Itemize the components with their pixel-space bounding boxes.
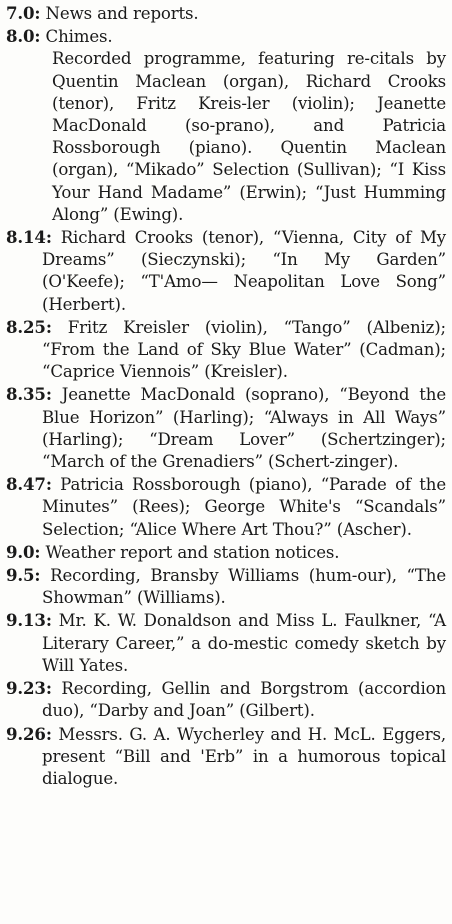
- entry-text: Weather report and station notices.: [45, 542, 340, 562]
- entry-text: Richard Crooks (tenor), “Vienna, City of My Dreams” (Sieczynski); “In My Garden” (O'Keefe); “T'Amo— Neapolitan Love Song” (Herbert).: [42, 228, 447, 314]
- programme-entry: [6, 564, 446, 609]
- entry-text: Jeanette MacDonald (soprano), “Beyond the Blue Horizon” (Harling); “Always in All Ways” (Harling); “Dream Lover” (Schertzinger); “March of the Grenadiers” (Schert-zinger).: [42, 385, 446, 472]
- programme-entry: [6, 677, 446, 722]
- entry-time: 9.13:: [6, 610, 52, 631]
- programme-entry: [6, 723, 446, 791]
- programme-entry: [6, 473, 446, 541]
- entry-time: 9.0:: [6, 541, 41, 562]
- programme-entry: [6, 383, 446, 473]
- programme-entry-description: [6, 48, 446, 226]
- entry-time: 9.26:: [6, 723, 52, 744]
- entry-text: News and reports.: [45, 4, 199, 23]
- programme-entry: [6, 25, 446, 48]
- entry-time: 8.25:: [6, 316, 52, 337]
- entry-text: Recorded programme, featuring re-citals by Quentin Maclean (organ), Richard Crooks (tenor), Fritz Kreis-ler (violin); Jeanette MacDonald (so-prano), and Patricia Rossborough (piano). Quentin Maclean (organ), “Mikado” Selection (Sullivan); “I Kiss Your Hand Madame” (Erwin); “Just Humming Along” (Ewing).: [52, 49, 446, 224]
- entry-time: 9.23:: [6, 678, 52, 699]
- entry-time: 8.47:: [6, 474, 52, 495]
- entry-text: Mr. K. W. Donaldson and Miss L. Faulkner, “A Literary Career,” a do-mestic comedy sketch by Will Yates.: [42, 611, 447, 675]
- programme-entry: [6, 609, 446, 677]
- entry-time: 7.0:: [6, 3, 41, 23]
- entry-text: Chimes.: [45, 27, 113, 47]
- entry-text: Recording, Bransby Williams (hum-our), “The Showman” (Williams).: [42, 566, 446, 608]
- entry-time: 8.0:: [6, 26, 41, 47]
- entry-text: Patricia Rossborough (piano), “Parade of the Minutes” (Rees); George White's “Scandals” Selection; “Alice Where Art Thou?” (Ascher).: [42, 475, 446, 539]
- entry-time: 9.5:: [6, 565, 41, 586]
- entry-text: Messrs. G. A. Wycherley and H. McL. Eggers, present “Bill and 'Erb” in a humorous topical dialogue.: [42, 724, 446, 788]
- entry-text: Recording, Gellin and Borgstrom (accordion duo), “Darby and Joan” (Gilbert).: [42, 679, 447, 721]
- entry-time: 8.35:: [6, 384, 52, 405]
- programme-entry: [6, 226, 446, 316]
- programme-entry: [6, 2, 446, 25]
- programme-entry: [6, 541, 446, 564]
- programme-entry: [6, 316, 446, 384]
- entry-text: Fritz Kreisler (violin), “Tango” (Albeniz); “From the Land of Sky Blue Water” (Cadman); “Caprice Viennois” (Kreisler).: [42, 317, 446, 382]
- entry-time: 8.14:: [6, 227, 52, 248]
